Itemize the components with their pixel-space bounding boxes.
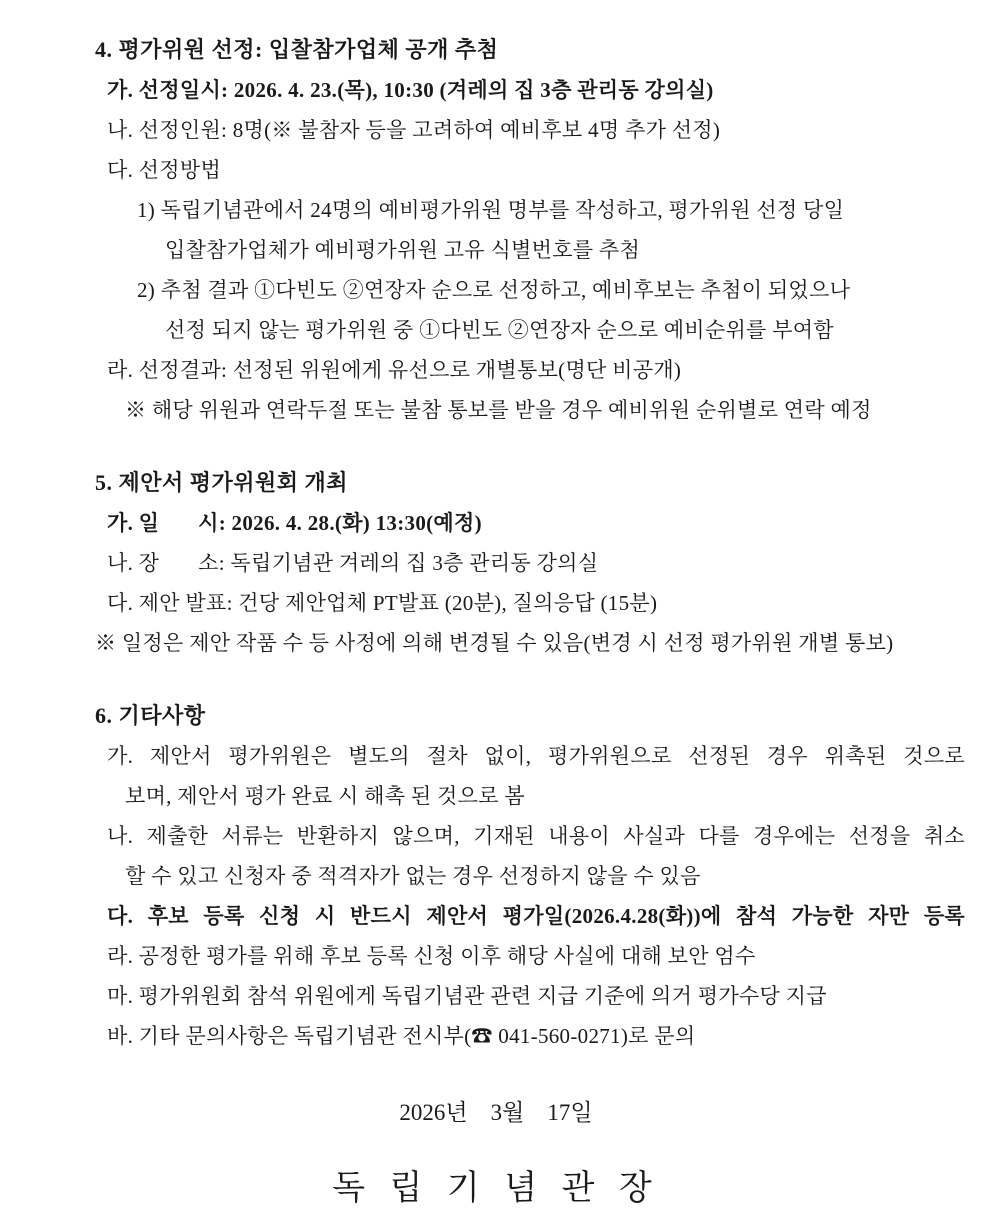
sub-item-method-2-cont: 선정 되지 않는 평가위원 중 ①다빈도 ②연장자 순으로 예비순위를 부여함	[165, 318, 834, 342]
list-item-documents: 나. 제출한 서류는 반환하지 않으며, 기재된 내용이 사실과 다를 경우에는 선정을 취소	[107, 824, 965, 848]
list-item-attendance-required: 다. 후보 등록 신청 시 반드시 제안서 평가일(2026.4.28(화))에 참석 가능한 자만 등록	[107, 904, 965, 928]
section-title: 4. 평가위원 선정: 입찰참가업체 공개 추첨	[95, 37, 499, 62]
section-title: 5. 제안서 평가위원회 개최	[95, 470, 349, 495]
list-item-documents-cont: 할 수 있고 신청자 중 적격자가 없는 경우 선정하지 않을 수 있음	[125, 864, 701, 888]
list-item-meeting-place: 나. 장 소: 독립기념관 겨레의 집 3층 관리동 강의실	[107, 551, 599, 575]
note-contact-backup: ※ 해당 위원과 연락두절 또는 불참 통보를 받을 경우 예비위원 순위별로 연락 예정	[125, 398, 872, 422]
list-item-selection-datetime: 가. 선정일시: 2026. 4. 23.(목), 10:30 (겨레의 집 3층 관리동 강의실)	[107, 78, 714, 102]
section-committee-meeting	[95, 463, 965, 663]
sub-item-method-2: 2) 추첨 결과 ①다빈도 ②연장자 순으로 선정하고, 예비후보는 추첨이 되었으나	[137, 278, 851, 302]
list-item-selection-method: 다. 선정방법	[107, 158, 222, 182]
list-item-selection-result: 라. 선정결과: 선정된 위원에게 유선으로 개별통보(명단 비공개)	[107, 358, 682, 382]
list-item-appointment-cont: 보며, 제안서 평가 완료 시 해촉 된 것으로 봄	[125, 784, 525, 808]
section-evaluator-selection	[95, 30, 965, 430]
section-misc	[95, 696, 965, 1056]
list-item-inquiry-phone: 바. 기타 문의사항은 독립기념관 전시부(☎ 041-560-0271)로 문의	[107, 1024, 696, 1048]
list-item-selection-count: 나. 선정인원: 8명(※ 불참자 등을 고려하여 예비후보 4명 추가 선정)	[107, 118, 721, 142]
section-title: 6. 기타사항	[95, 703, 206, 728]
list-item-meeting-datetime: 가. 일 시: 2026. 4. 28.(화) 13:30(예정)	[107, 511, 482, 535]
sub-item-method-1: 1) 독립기념관에서 24명의 예비평가위원 명부를 작성하고, 평가위원 선정 당일	[137, 198, 845, 222]
list-item-appointment: 가. 제안서 평가위원은 별도의 절차 없이, 평가위원으로 선정된 경우 위촉된 것으로	[107, 744, 965, 768]
list-item-presentation: 다. 제안 발표: 건당 제안업체 PT발표 (20분), 질의응답 (15분)	[107, 591, 658, 615]
list-item-confidentiality: 라. 공정한 평가를 위해 후보 등록 신청 이후 해당 사실에 대해 보안 엄수	[107, 944, 756, 968]
note-schedule-change: ※ 일정은 제안 작품 수 등 사정에 의해 변경될 수 있음(변경 시 선정 평가위원 개별 통보)	[95, 631, 894, 655]
list-item-allowance: 마. 평가위원회 참석 위원에게 독립기념관 관련 지급 기준에 의거 평가수당 지급	[107, 984, 827, 1008]
signature-director: 독 립 기 념 관 장	[332, 1170, 660, 1207]
document-date: 2026년 3월 17일	[399, 1100, 593, 1125]
sub-item-method-1-cont: 입찰참가업체가 예비평가위원 고유 식별번호를 추첨	[165, 238, 641, 262]
